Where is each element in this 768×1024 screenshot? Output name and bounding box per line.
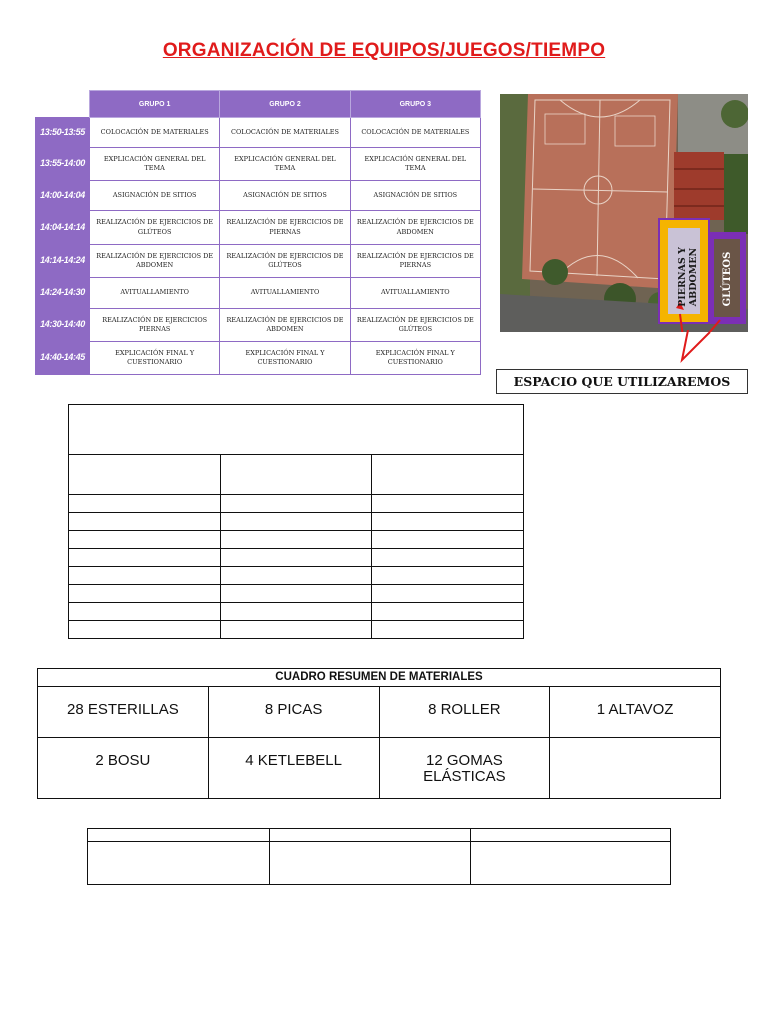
table-row — [69, 621, 524, 639]
material-item: 8 PICAS — [208, 687, 379, 738]
activity-cell: REALIZACIÓN DE EJERCICIOS DE ABDOMEN — [90, 245, 220, 278]
material-item: 1 ALTAVOZ — [550, 687, 721, 738]
aerial-map-image — [500, 94, 748, 332]
table-row — [69, 455, 524, 495]
table-row — [88, 842, 671, 885]
table-cell — [69, 531, 221, 549]
table-cell — [220, 567, 372, 585]
materials-header-row — [38, 669, 721, 687]
materials-row — [38, 738, 721, 799]
activity-cell: REALIZACIÓN DE EJERCICIOS DE GLÚTEOS — [350, 309, 480, 342]
activity-cell: ASIGNACIÓN DE SITIOS — [220, 181, 350, 211]
table-row — [69, 567, 524, 585]
activity-cell: AVITUALLAMIENTO — [90, 278, 220, 309]
table-cell — [471, 829, 671, 842]
schedule-row — [36, 309, 481, 342]
table-row — [69, 603, 524, 621]
activity-cell: EXPLICACIÓN FINAL Y CUESTIONARIO — [220, 342, 350, 375]
table-cell — [69, 495, 221, 513]
group-header: GRUPO 3 — [350, 91, 480, 118]
table-cell — [220, 455, 372, 495]
schedule-header-row — [36, 91, 481, 118]
table-cell — [372, 567, 524, 585]
group-header: GRUPO 2 — [220, 91, 350, 118]
material-item: 28 ESTERILLAS — [38, 687, 209, 738]
table-cell — [69, 455, 221, 495]
schedule-row — [36, 148, 481, 181]
activity-cell: ASIGNACIÓN DE SITIOS — [350, 181, 480, 211]
time-slot: 14:40-14:45 — [36, 342, 90, 375]
table-cell — [372, 531, 524, 549]
activity-cell: REALIZACIÓN DE EJERCICIOS DE GLÚTEOS — [220, 245, 350, 278]
activity-cell: REALIZACIÓN DE EJERCICIOS DE PIERNAS — [220, 211, 350, 245]
table-cell — [372, 585, 524, 603]
map-caption: ESPACIO QUE UTILIZAREMOS — [496, 369, 748, 394]
schedule-row — [36, 342, 481, 375]
schedule-row — [36, 211, 481, 245]
table-cell — [372, 455, 524, 495]
zone-label-legs-abs: PIERNAS Y ABDOMEN — [677, 247, 699, 307]
table-cell — [372, 621, 524, 639]
materials-title: CUADRO RESUMEN DE MATERIALES — [38, 669, 721, 687]
arrow-to-zones — [660, 330, 720, 366]
activity-cell: EXPLICACIÓN FINAL Y CUESTIONARIO — [350, 342, 480, 375]
material-item: 8 ROLLER — [379, 687, 550, 738]
schedule-row — [36, 245, 481, 278]
time-slot: 14:30-14:40 — [36, 309, 90, 342]
table-cell — [69, 513, 221, 531]
table-row — [69, 585, 524, 603]
table-cell — [220, 621, 372, 639]
activity-cell: REALIZACIÓN DE EJERCICIOS PIERNAS — [90, 309, 220, 342]
table-cell — [270, 829, 471, 842]
table-cell — [69, 549, 221, 567]
group-header: GRUPO 1 — [90, 91, 220, 118]
table-cell — [220, 531, 372, 549]
activity-cell: COLOCACIÓN DE MATERIALES — [220, 118, 350, 148]
schedule-table — [35, 90, 481, 375]
time-slot: 14:24-14:30 — [36, 278, 90, 309]
table-row — [69, 405, 524, 455]
table-row — [69, 495, 524, 513]
activity-cell: AVITUALLAMIENTO — [220, 278, 350, 309]
activity-cell: COLOCACIÓN DE MATERIALES — [350, 118, 480, 148]
activity-cell: EXPLICACIÓN GENERAL DEL TEMA — [90, 148, 220, 181]
table-cell — [220, 585, 372, 603]
materials-summary-table — [37, 668, 721, 799]
table-cell — [69, 567, 221, 585]
activity-cell: ASIGNACIÓN DE SITIOS — [90, 181, 220, 211]
table-cell — [220, 495, 372, 513]
table-cell — [220, 513, 372, 531]
table-cell — [372, 603, 524, 621]
table-cell — [220, 549, 372, 567]
material-item: 2 BOSU — [38, 738, 209, 799]
table-cell — [69, 405, 524, 455]
table-row — [69, 531, 524, 549]
schedule-row — [36, 181, 481, 211]
material-item-text: 12 GOMAS ELÁSTICAS — [423, 752, 506, 785]
time-slot: 13:50-13:55 — [36, 118, 90, 148]
activity-cell: AVITUALLAMIENTO — [350, 278, 480, 309]
activity-cell: REALIZACIÓN DE EJERCICIOS DE ABDOMEN — [350, 211, 480, 245]
table-cell — [220, 603, 372, 621]
table-cell — [69, 603, 221, 621]
time-slot: 14:14-14:24 — [36, 245, 90, 278]
time-slot: 14:04-14:14 — [36, 211, 90, 245]
aerial-map — [500, 94, 748, 332]
schedule-row — [36, 118, 481, 148]
table-cell — [69, 585, 221, 603]
table-row — [69, 513, 524, 531]
bottom-empty-table — [87, 828, 671, 885]
table-cell — [372, 549, 524, 567]
activity-cell: REALIZACIÓN DE EJERCICIOS DE GLÚTEOS — [90, 211, 220, 245]
empty-grid-table — [68, 404, 524, 639]
schedule-row — [36, 278, 481, 309]
table-cell — [69, 621, 221, 639]
activity-cell: EXPLICACIÓN GENERAL DEL TEMA — [350, 148, 480, 181]
activity-cell: REALIZACIÓN DE EJERCICIOS DE ABDOMEN — [220, 309, 350, 342]
activity-cell: EXPLICACIÓN FINAL Y CUESTIONARIO — [90, 342, 220, 375]
materials-row — [38, 687, 721, 738]
time-slot: 13:55-14:00 — [36, 148, 90, 181]
schedule-corner — [36, 91, 90, 118]
time-slot: 14:00-14:04 — [36, 181, 90, 211]
material-item — [550, 738, 721, 799]
table-cell — [88, 829, 270, 842]
table-row — [69, 549, 524, 567]
table-row — [88, 829, 671, 842]
table-cell — [88, 842, 270, 885]
table-cell — [270, 842, 471, 885]
material-item — [379, 738, 550, 799]
activity-cell: COLOCACIÓN DE MATERIALES — [90, 118, 220, 148]
zone-label-glutes: GLÚTEOS — [722, 251, 733, 307]
activity-cell: REALIZACIÓN DE EJERCICIOS DE PIERNAS — [350, 245, 480, 278]
activity-cell: EXPLICACIÓN GENERAL DEL TEMA — [220, 148, 350, 181]
table-cell — [372, 495, 524, 513]
table-cell — [471, 842, 671, 885]
material-item: 4 KETLEBELL — [208, 738, 379, 799]
page-title: ORGANIZACIÓN DE EQUIPOS/JUEGOS/TIEMPO — [162, 40, 606, 61]
table-cell — [372, 513, 524, 531]
